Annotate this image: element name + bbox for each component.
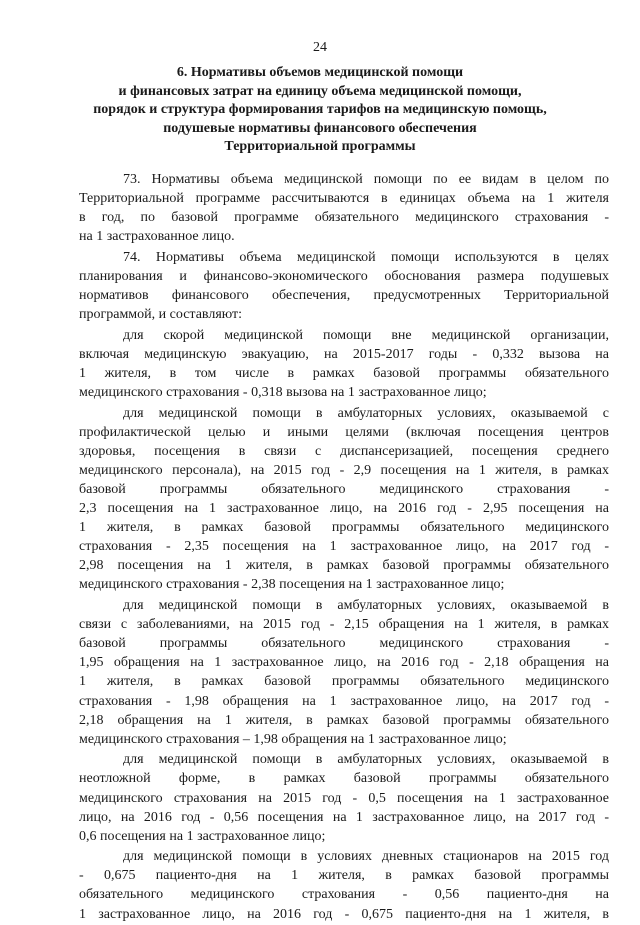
heading-line: 6. Нормативы объемов медицинской помощи	[176, 65, 464, 80]
text-line: 73. Нормативы объема медицинской помощи по ее видам в целом по	[123, 172, 609, 187]
text-line: 1,95 обращения на 1 застрахованное лицо, на 2016 год - 2,18 обращения на	[79, 655, 609, 671]
text-line: неотложной форме, в рамках базовой программы обязательного	[79, 771, 609, 787]
text-line: 1 жителя, в рамках базовой программы обязательного медицинского	[79, 520, 609, 536]
text-line: 2,3 посещения на 1 застрахованное лицо, на 2016 год - 2,95 посещения на	[79, 501, 609, 517]
text-line: 1 жителя, в том числе в рамках базовой программы обязательного	[79, 365, 609, 381]
text-line: для медицинской помощи в условиях дневных стационаров на 2015 год	[123, 849, 609, 865]
text-line: медицинского страхования – 1,98 обращения на 1 застрахованное лицо;	[79, 731, 507, 747]
paragraph-preventive-visits	[79, 404, 609, 595]
text-line: медицинского персонала), на 2015 год - 2,9 посещения на 1 жителя, в рамках	[79, 462, 609, 478]
text-line: медицинского страхования - 2,38 посещения на 1 застрахованное лицо;	[79, 577, 505, 593]
heading-line: Территориальной программы	[224, 139, 416, 155]
text-line: на 1 застрахованное лицо.	[79, 229, 235, 245]
text-line: медицинского страхования на 2015 год - 0,5 посещения на 1 застрахованное	[79, 790, 609, 806]
text-line: в год, по базовой программе обязательного медицинского страхования -	[79, 210, 609, 226]
text-line: Территориальной программе рассчитываются в единицах объема на 1 жителя	[79, 191, 609, 207]
text-line: обязательного медицинского страхования - 0,56 пациенто-дня на	[79, 887, 609, 903]
text-line: медицинского страхования - 0,318 вызова на 1 застрахованное лицо;	[79, 385, 487, 401]
section-heading	[60, 64, 580, 157]
text-line: профилактической целью и иными целями (включая посещения центров	[79, 424, 609, 440]
text-line: базовой программы обязательного медицинского страхования -	[79, 636, 609, 652]
text-line: связи с заболеваниями, на 2015 год - 2,15 обращения на 1 жителя, в рамках	[79, 617, 609, 633]
page-number: 24	[313, 40, 327, 55]
text-line: для медицинской помощи в амбулаторных условиях, оказываемой в	[123, 752, 609, 768]
text-line: лицо, на 2016 год - 0,56 посещения на 1 застрахованное лицо, на 2017 год -	[79, 809, 609, 825]
text-line: здоровья, посещения в связи с диспансеризацией, посещения среднего	[79, 443, 609, 459]
text-line: 2,98 посещения на 1 жителя, в рамках базовой программы обязательного	[79, 558, 609, 574]
heading-line: и финансовых затрат на единицу объема медицинской помощи,	[118, 83, 522, 99]
paragraph-urgent-care	[79, 750, 609, 845]
paragraph-74	[79, 248, 609, 324]
text-line: включая медицинскую эвакуацию, на 2015-2017 годы - 0,332 вызова на	[79, 346, 609, 362]
text-line: страхования - 1,98 обращения на 1 застрахованное лицо, на 2017 год -	[79, 693, 609, 709]
document-body	[79, 170, 609, 925]
text-line: - 0,675 пациенто-дня на 1 жителя, в рамках базовой программы	[79, 868, 609, 884]
text-line: страхования - 2,35 посещения на 1 застрахованное лицо, на 2017 год -	[79, 539, 609, 555]
text-line: для медицинской помощи в амбулаторных условиях, оказываемой в	[123, 598, 609, 614]
text-line: для скорой медицинской помощи вне медицинской организации,	[123, 327, 609, 343]
text-line: 0,6 посещения на 1 застрахованное лицо;	[79, 828, 326, 844]
paragraph-day-hospitals	[79, 847, 609, 923]
text-line: 74. Нормативы объема медицинской помощи используются в целях	[123, 249, 609, 265]
paragraph-73	[79, 170, 609, 246]
text-line: для медицинской помощи в амбулаторных условиях, оказываемой с	[123, 405, 609, 421]
text-line: планирования и финансово-экономического обоснования размера подушевых	[79, 268, 609, 284]
text-line: 2,18 обращения на 1 жителя, в рамках базовой программы обязательного	[79, 712, 609, 728]
text-line: 1 жителя, в рамках базовой программы обязательного медицинского	[79, 674, 609, 690]
text-line: 1 застрахованное лицо, на 2016 год - 0,675 пациенто-дня на 1 жителя, в	[79, 906, 609, 922]
text-line: нормативов финансового обеспечения, предусмотренных Территориальной	[79, 288, 609, 304]
text-line: программой, и составляют:	[79, 307, 243, 323]
heading-line: порядок и структура формирования тарифов на медицинскую помощь,	[93, 102, 547, 118]
paragraph-disease-visits	[79, 596, 609, 749]
paragraph-ambulance	[79, 326, 609, 402]
heading-line: подушевые нормативы финансового обеспечения	[163, 120, 477, 136]
text-line: базовой программы обязательного медицинского страхования -	[79, 482, 609, 497]
